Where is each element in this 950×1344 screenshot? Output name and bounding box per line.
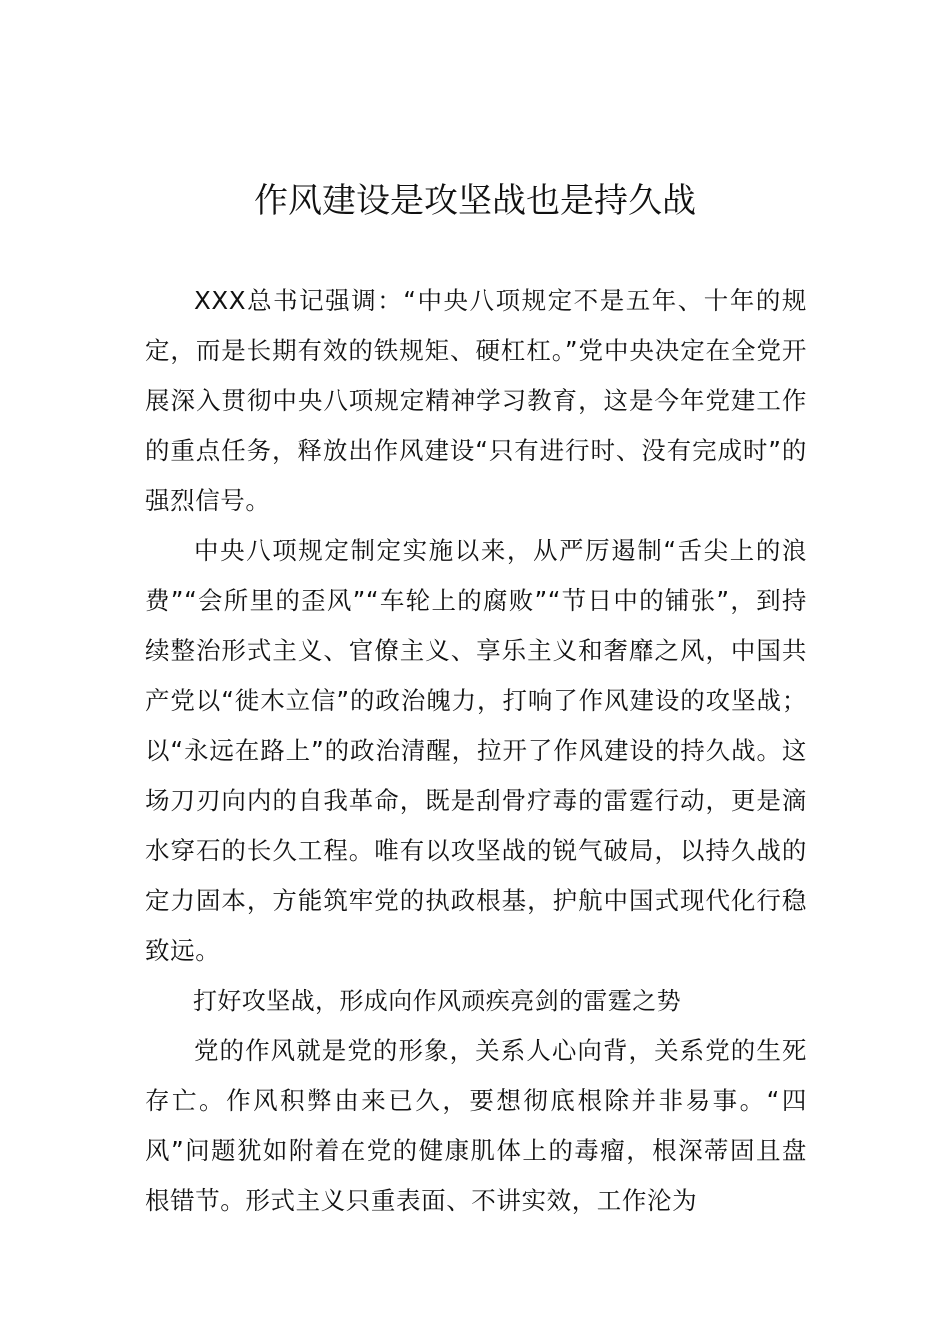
- document-title: 作风建设是攻坚战也是持久战: [254, 181, 696, 221]
- paragraph-background: 中央八项规定制定实施以来，从严厉遏制“舌尖上的浪费”“会所里的歪风”“车轮上的腐败”“节日中的铺张”，到持续整治形式主义、官僚主义、享乐主义和奢靡之风，中国共产党以“徙木立信”的政治魄力，打响了作风建设的攻坚战；以“永远在路上”的政治清醒，拉开了作风建设的持久战。这场刀刃向内的自我革命，既是刮骨疗毒的雷霆行动，更是滴水穿石的长久工程。唯有以攻坚战的锐气破局，以持久战的定力固本，方能筑牢党的执政根基，护航中国式现代化行稳致远。: [145, 536, 807, 965]
- section-subheading: 打好攻坚战，形成向作风顽疾亮剑的雷霆之势: [193, 987, 681, 1015]
- document-body: [145, 276, 807, 1226]
- paragraph-section-body: 党的作风就是党的形象，关系人心向背，关系党的生死存亡。作风积弊由来已久，要想彻底根除并非易事。“四风”问题犹如附着在党的健康肌体上的毒瘤，根深蒂固且盘根错节。形式主义只重表面、不讲实效，工作沦为: [145, 1036, 807, 1215]
- paragraph-intro: XXX总书记强调：“中央八项规定不是五年、十年的规定，而是长期有效的铁规矩、硬杠杠。”党中央决定在全党开展深入贯彻中央八项规定精神学习教育，这是今年党建工作的重点任务，释放出作风建设“只有进行时、没有完成时”的强烈信号。: [145, 286, 807, 515]
